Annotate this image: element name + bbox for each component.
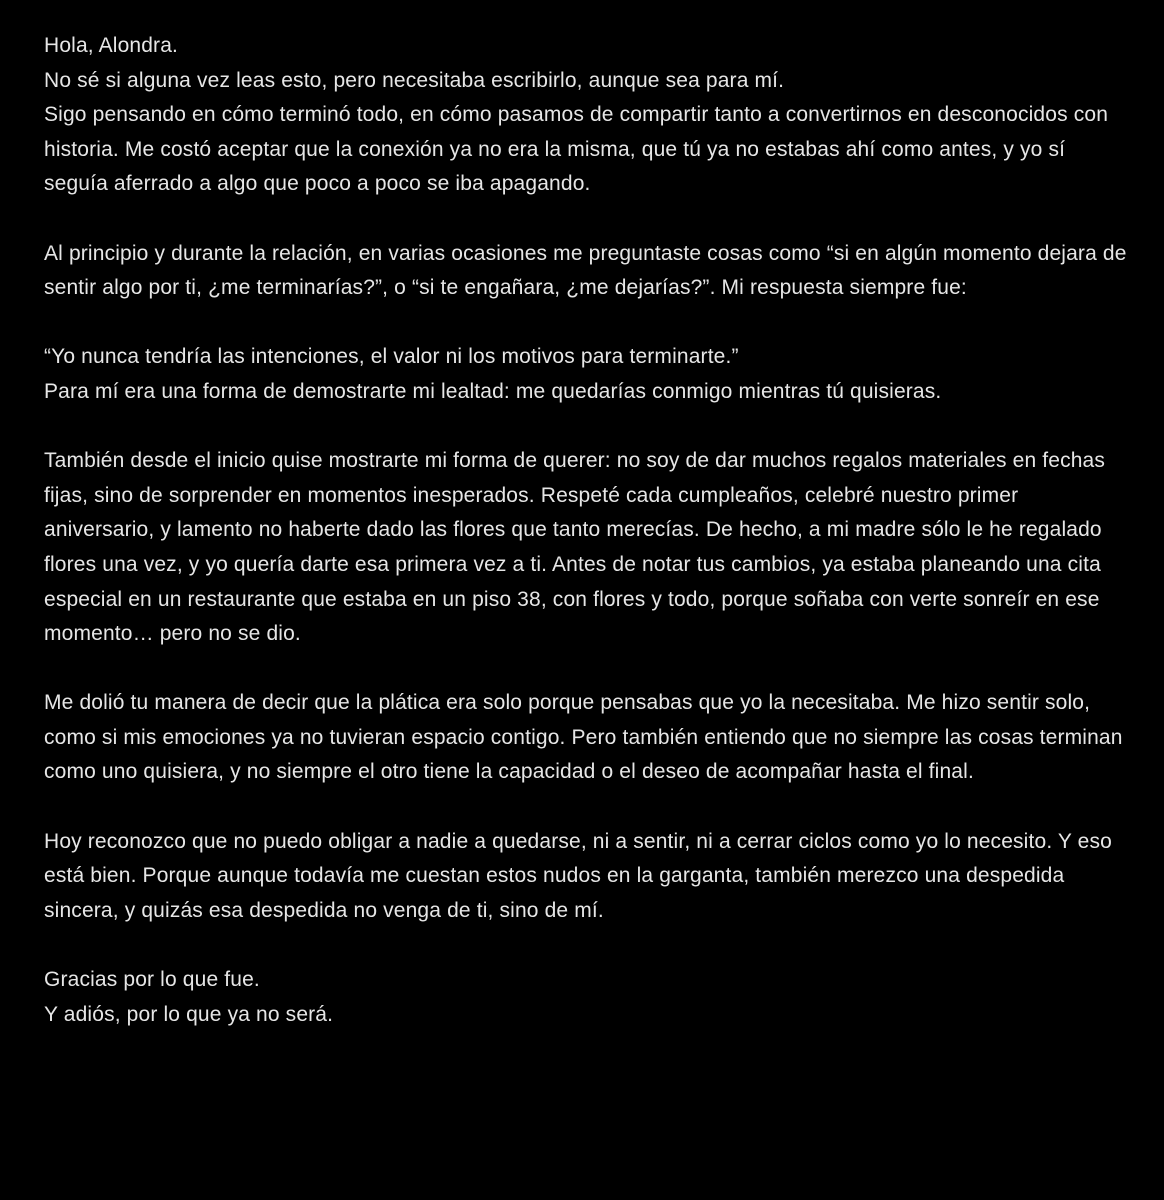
closing-line: Gracias por lo que fue. (44, 968, 260, 992)
greeting-line: Hola, Alondra. (44, 34, 179, 57)
paragraph-acceptance (44, 825, 1134, 929)
paragraph-farewell (44, 963, 1134, 1032)
text-line: Me dolió tu manera de decir que la plática era solo porque pensabas que yo la necesitaba. Me hizo sentir solo, como si mis emociones ya no tuvieran espacio contigo. Pero también entiendo que no siempre las cosas terminan como uno quisiera, y no siempre el otro tiene la capacidad o el deseo de acompañar hasta el final. (44, 691, 1123, 784)
paragraph-answer (44, 340, 1134, 409)
text-line: También desde el inicio quise mostrarte mi forma de querer: no soy de dar muchos regalos materiales en fechas fijas, sino de sorprender en momentos inesperados. Respeté cada cumpleaños, celebré nuestro primer aniversario, y lamento no haberte dado las flores que tanto merecías. De hecho, a mi madre sólo le he regalado flores una vez, y yo quería darte esa primera vez a ti. Antes de notar tus cambios, ya estaba planeando una cita especial en un restaurante que estaba en un piso 38, con flores y todo, porque soñaba con verte sonreír en ese momento… pero no se dio. (44, 449, 1106, 646)
paragraph-gifts (44, 444, 1134, 652)
paragraph-greeting (44, 29, 1134, 202)
paragraph-questions (44, 237, 1134, 306)
paragraph-hurt (44, 686, 1134, 790)
text-line: Al principio y durante la relación, en varias ocasiones me preguntaste cosas como “si en algún momento dejara de sentir algo por ti, ¿me terminarías?”, o “si te engañara, ¿me dejarías?”. Mi respuesta siempre fue: (44, 241, 1127, 300)
text-line: Para mí era una forma de demostrarte mi lealtad: me quedarías conmigo mientras tú quisieras. (44, 379, 942, 403)
text-line: Hoy reconozco que no puedo obligar a nadie a quedarse, ni a sentir, ni a cerrar ciclos como yo lo necesito. Y eso está bien. Porque aunque todavía me cuestan estos nudos en la garganta, también merezco una despedida sincera, y quizás esa despedida no venga de ti, sino de mí. (44, 829, 1112, 922)
text-line: Sigo pensando en cómo terminó todo, en cómo pasamos de compartir tanto a convertirnos en desconocidos con historia. Me costó aceptar que la conexión ya no era la misma, que tú ya no estabas ahí como antes, y yo sí seguía aferrado a algo que poco a poco se iba apagando. (44, 103, 1109, 196)
closing-line: Y adiós, por lo que ya no será. (44, 1002, 334, 1026)
quote-line: “Yo nunca tendría las intenciones, el valor ni los motivos para terminarte.” (44, 345, 739, 369)
text-line: No sé si alguna vez leas esto, pero necesitaba escribirlo, aunque sea para mí. (44, 68, 785, 92)
